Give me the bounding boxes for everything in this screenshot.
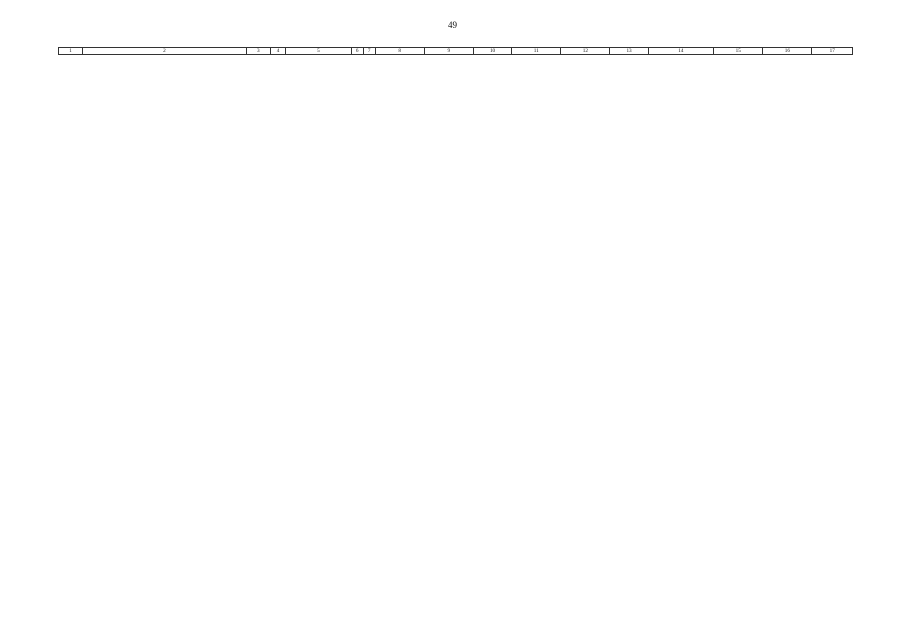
column-header: 5 [286, 48, 352, 55]
column-number-row [59, 48, 853, 55]
column-header: 10 [473, 48, 511, 55]
column-header: 1 [59, 48, 83, 55]
document-table [58, 47, 853, 55]
column-header: 11 [512, 48, 561, 55]
column-header: 12 [561, 48, 610, 55]
column-header: 3 [246, 48, 270, 55]
column-header: 14 [648, 48, 714, 55]
column-header: 9 [424, 48, 473, 55]
column-header: 15 [714, 48, 763, 55]
column-header: 8 [375, 48, 424, 55]
page-number: 49 [448, 20, 457, 30]
column-header: 13 [610, 48, 648, 55]
column-header: 17 [812, 48, 853, 55]
document-table-container [58, 47, 853, 622]
column-header: 7 [363, 48, 375, 55]
column-header: 6 [351, 48, 363, 55]
column-header: 4 [270, 48, 285, 55]
column-header: 2 [83, 48, 247, 55]
column-header: 16 [763, 48, 812, 55]
